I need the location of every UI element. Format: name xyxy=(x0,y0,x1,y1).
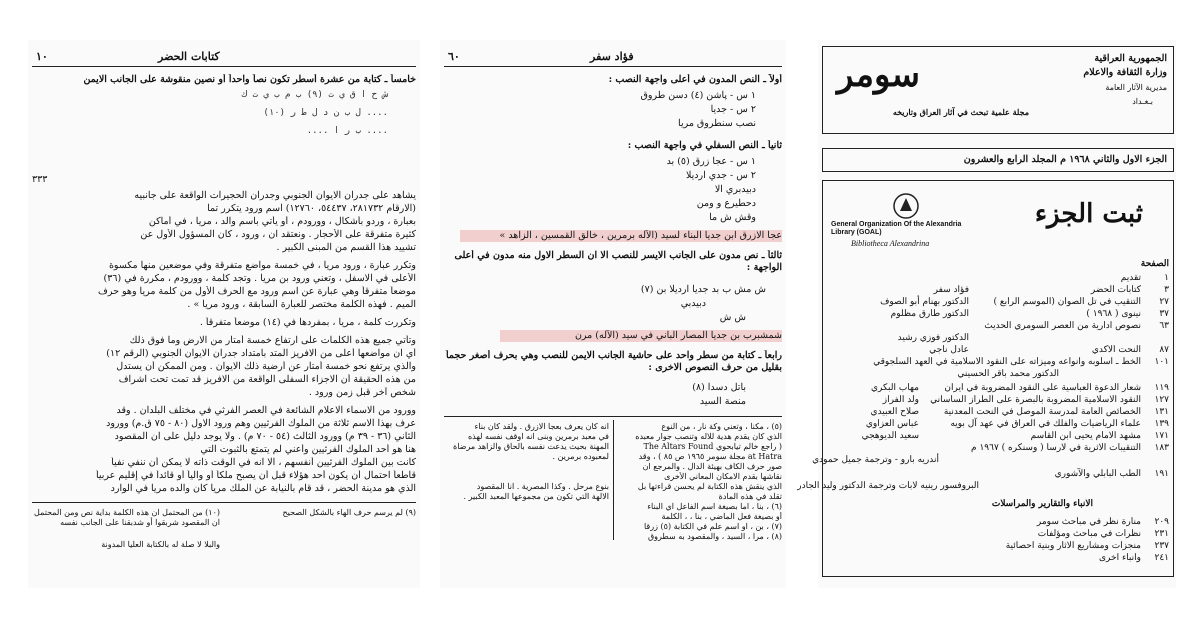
toc-title: الخصائص العامة لمدرسة الموصل في النحت المعدنية xyxy=(943,407,1141,417)
footnote: المهنة بحيث يدعت نفسه بالحاق والزاهد مرضاة xyxy=(453,442,609,451)
body-line: وتأتي جميع هذه الكلمات على ارتفاع خمسة أمتار من الارض وما فوق ذلك xyxy=(129,335,416,346)
footnote: نقاشها بقدم الامكان المعاني الأخرى xyxy=(664,472,782,481)
footnote: الذي ينقش هذه الكتابة لم يحسن قراءتها بل xyxy=(637,482,782,491)
body-line: وورود من الاسماء الاعلام الشائعة في العصر الفرثي في مختلف البلدان . وقد xyxy=(116,405,416,416)
body-line: الثاني (٣٦ - ٣٩ م) وورود الثالث (٥٤ - ٧٠ م) . ولا يوجد دليل على ان المقصود xyxy=(114,431,416,442)
section-title: ثانياً ـ النص السفلي في واجهة النصب : xyxy=(627,140,782,151)
toc-title: نينوى ( ١٩٦٨ ) xyxy=(1086,309,1141,319)
body-line: شخص آخر قبل زمن ورود . xyxy=(308,387,416,398)
toc-title: مشهد الامام يحيى ابن القاسم xyxy=(1030,431,1141,441)
toc-page: ١ xyxy=(1164,273,1169,283)
inscription-line: منصة السيد xyxy=(699,396,746,407)
body-line: تشييد هذا القسم من المبنى الكبير . xyxy=(276,242,416,253)
footnote: (٩) لم يرسم حرف الهاء بالشكل الصحيح xyxy=(282,508,416,517)
volume-bar xyxy=(822,148,1174,172)
toc-page: ١٩١ xyxy=(1154,469,1169,479)
middle-footnote-rule xyxy=(444,416,782,417)
library-stamp-icon xyxy=(891,191,921,221)
section-title: رابعاً ـ كتابة من سطر واحد على حاشية الجانب الايمن للنصب وهي بحرف أصغر حجماً بقليل من حرف النصوص الاخرى : xyxy=(445,350,782,373)
left-running-title: كتابات الحضر xyxy=(158,50,220,63)
toc-page: ٣٧ xyxy=(1159,309,1169,319)
footnote: (٦) ، بنا ، اما بصيغة اسم الفاعل اي البناء xyxy=(647,502,782,511)
section-title: أولاً ـ النص المدون في أعلى واجهة النصب : xyxy=(608,74,782,85)
body-line: الأعلى في الاسفل ، وتعني ورود بن مريا . وتجد كلمة ، وورودم ، مكررة في (٣٦) xyxy=(103,273,416,284)
body-line: كانت بين الملوك الفرثيين أنفسهم ، الا انه في الوقت ذاته لا يمكن أن ننفي نفياً xyxy=(111,457,416,468)
inscription-line: وقش ش ما xyxy=(709,212,756,223)
highlighted-translation: عجا الازرق ابن جديا البناء لسيد (الآله برمرين ، خالق القمسين ، الزاهد » xyxy=(460,230,782,242)
toc-title: النحت الاكدي xyxy=(1091,345,1141,355)
right-page xyxy=(797,40,1176,588)
news-page: ٢٣٧ xyxy=(1154,541,1169,551)
highlighted-translation: شمشبرب بن جديا المصار الباني في سيد (الآله) مرن xyxy=(500,330,782,342)
middle-page xyxy=(440,40,786,588)
left-page xyxy=(28,40,420,588)
body-line: أي ان مواضعها أعلى من الافريز المتد بامتداد جدران الايوان الجنوبي (الرقم ١٢) xyxy=(106,348,416,359)
toc-page: ١٢٧ xyxy=(1154,395,1169,405)
body-line: يشاهد على جدران الايوان الجنوبي وجدران الحجيرات الواقعة على جانبيه xyxy=(134,190,416,201)
body-line: بعبارة ، وردو بأشكال ، وورودم ، أو يأتي باسم والد ، مريا ، في أماكن xyxy=(148,216,416,227)
middle-header-rule xyxy=(444,66,782,67)
body-line: كثيرة متفرقة على الأحجار . ونعتقد ان ، ورود ، كان المسؤول الأول عن xyxy=(140,229,416,240)
footnote: تقلد في هذه المادة xyxy=(718,492,782,501)
inscription-line: ش مش ب بد جديا ارديلا بن (٧) xyxy=(640,284,766,295)
toc-author: عادل ناجي xyxy=(929,345,969,355)
footnote-column-divider xyxy=(613,420,614,540)
news-page: ٢٤١ xyxy=(1154,553,1169,563)
toc-page: ٨٧ xyxy=(1159,345,1169,355)
footnote: الذي كان يقدم هدية للاله وتنصب جوار معبده xyxy=(635,432,782,441)
body-line: ٣٣٣ xyxy=(32,174,48,185)
toc-author: البروفسور رينيه لابات وترجمة الدكتور وليد الجادر xyxy=(797,481,979,491)
footnote: بنوع مرحل . وكذا المصرية . انا المقصود xyxy=(476,482,609,491)
footnote: لمعبوده برمرين . xyxy=(552,452,609,461)
toc-author: عباس العزاوي xyxy=(865,419,919,429)
news-page: ٢٠٩ xyxy=(1154,517,1169,527)
middle-running-title: فؤاد سفر xyxy=(590,50,634,63)
page-column-label: الصفحة xyxy=(1140,259,1169,269)
toc-author: فؤاد سفر xyxy=(933,285,969,295)
toc-author: الدكتور فوزي رشيد xyxy=(897,333,969,343)
toc-title: التنقيبات الاثرية في لارسا ( وسنكره ) ١٩٦٧ م xyxy=(971,443,1141,453)
toc-title: تقديم xyxy=(1120,273,1141,283)
inscription-line: ١ س - عجا زرق (٥) بد xyxy=(666,156,756,167)
toc-title: النقود الاسلامية المضروبة بالبصرة على الطراز الساساني xyxy=(930,395,1141,405)
inscription-line: دبيدبري الا xyxy=(714,184,756,195)
news-title: نظرات في مباحث ومؤلفات xyxy=(1037,529,1141,539)
library-stamp xyxy=(831,191,981,251)
toc-author: صلاح العبيدي xyxy=(870,407,919,417)
inscription-line: باتل دسدا (٨) xyxy=(692,382,746,393)
toc-author: سعيد الديوهجي xyxy=(861,431,919,441)
toc-page: ١٨٣ xyxy=(1154,443,1169,453)
volume-info: الجزء الاول والثاني ١٩٦٨ م المجلد الرابع والعشرون xyxy=(963,154,1167,165)
footnote: (١٠) من المحتمل ان هذه الكلمة بداية نص ومن المحتمل ان المقصود شربقوا أو شدبقنا على الجانب نفسه xyxy=(34,508,220,527)
toc-author: الدكتور طارق مظلوم xyxy=(890,309,969,319)
toc-title: نصوص ادارية من العصر السومري الحديث xyxy=(984,321,1141,331)
left-header-rule xyxy=(32,66,416,67)
toc-author: مهاب البكري xyxy=(871,383,919,393)
footnote: (٧) ، بن ، او اسم علم في الكتابة (٥) زرقا xyxy=(643,522,782,531)
body-line: هنا هو أحد الملوك الفرثيين وأعني لم يتمتع بالثبوت التي xyxy=(200,444,416,455)
toc-title: الطب البابلي والآشوري xyxy=(1054,469,1141,479)
footnote: والبلا لا صلة له بالكتابة العليا المدونة xyxy=(101,540,220,549)
footnote: انه كان يعرف بعجا الازرق . ولقد كان بناء xyxy=(474,422,609,431)
masthead xyxy=(822,46,1174,134)
news-title: منجزات ومشاريع الاثار وبنية احصائية xyxy=(1005,541,1141,551)
body-line: الذي هو مدينة الحضر ، قد قام بالنيابة عن الملك مريا كان والده مريا في الوارد xyxy=(110,483,416,494)
inscription-line: ١ س - پاشن (٤) دسن طروق xyxy=(640,90,756,101)
section-title: ثالثاً ـ نص مدون على الجانب الايسر للنصب الا ان السطر الاول منه مدون في أعلى الواجهة : xyxy=(454,250,782,273)
news-page: ٢٣١ xyxy=(1154,529,1169,539)
toc-author: أندريه بارو - وترجمة جميل حمودي xyxy=(812,455,939,465)
toc-author: ولد الفراز xyxy=(882,395,919,405)
body-line: الميم . فهذه الكلمة مختصر للعبارة السابقة ، ورود مريا » . xyxy=(187,299,416,310)
issuer-line: وزارة الثقافة والاعلام xyxy=(1083,67,1167,78)
body-line: خامساً ـ كتابة من عشرة أسطر تكون نصاً واحداً أو نصين منقوشة على الجانب الايمن xyxy=(83,74,416,85)
body-line: (الارقام ٢٨١٧٣٢، ٥٤٤٣٧، ١٢٧٦٠) اسم ورود يتكرر تما xyxy=(207,203,416,214)
stamp-line-2: Bibliotheca Alexandrina xyxy=(851,239,930,248)
footnote: (٨) ، مرا ، السيد ، والمقصود به سطروق xyxy=(647,532,782,541)
left-footnote-rule xyxy=(32,502,416,503)
toc-page: ١٣١ xyxy=(1154,407,1169,417)
news-title: وانباء اخرى xyxy=(1099,553,1141,563)
footnote: (٥) ، مكنا ، وتعني وكة نار ، من النوع xyxy=(661,422,782,431)
toc-author: الدكتور محمد باقر الحسيني xyxy=(957,369,1059,379)
body-line: والذي يرتفع نحو خمسة أمتار عن أرضية ذلك الايوان . ومن الممكن أن يستدل xyxy=(116,361,416,372)
body-line: وتكرر عبارة ، ورود مريا ، في خمسة مواضع متفرقة وفي موضعين منها مكسوة xyxy=(108,260,416,271)
inscription-line: نصب سنطروق مريا xyxy=(678,118,756,129)
footnote: في معبد برمرين وبنى انه اوقف نفسه لهذه xyxy=(467,432,609,441)
issuer-line: مديرية الآثار العامة xyxy=(1105,83,1167,92)
inscription-line: ٢ س - جدي ارديلا xyxy=(685,170,756,181)
toc-title: الخط ـ اسلوبه وانواعه وميزاته على النقود الاسلامية في العهد السلجوقي xyxy=(873,357,1141,367)
news-title: منارة نظر في مباحث سومر xyxy=(1036,517,1141,527)
footnote: ( راجع خالم تيابحوي The Altars Found xyxy=(643,442,782,451)
toc-page: ٢٧ xyxy=(1159,297,1169,307)
inscription-line: دبيدبي xyxy=(680,298,706,309)
toc-page: ١٣٩ xyxy=(1154,419,1169,429)
body-line: وتكررت كلمة ، مريا ، بمفردها في (١٤) موضعاً متفرقاً . xyxy=(199,317,416,328)
inscription-transliteration: ش ح ا ق ي ت (٩) ب م ب ي ت ك ل ب ن د ل ط ر (١٠) .... .... ب ر ا .... xyxy=(241,90,388,136)
masthead-subtitle: مجلة علمية تبحث في آثار العراق وتاريخه xyxy=(892,107,1029,117)
contents-title: ثبت الجزء xyxy=(1034,199,1143,229)
footnote: الالهة التي تكون من مجموعها المعبد الكبير . xyxy=(463,492,609,501)
toc-page: ١٧١ xyxy=(1154,431,1169,441)
toc-page: ٦٣ xyxy=(1159,321,1169,331)
toc-author: الدكتور بهنام أبو الصوف xyxy=(880,297,969,307)
toc-title: شعار الدعوة العباسية على النقود المضروبة في ايران xyxy=(944,383,1141,393)
body-line: قاطعاً احتمال أن يكون أحد هؤلاء قبل أن يصبح ملكاً أو والياً أو قائداً في إقليم عربياً xyxy=(96,470,416,481)
body-line: عرف بهذا الاسم ثلاثة من الملوك الفرثيين وهم ورود الاول (٨٠ - ٧٥ ق.م) وورود xyxy=(106,418,416,429)
stamp-line-1: General Organization Of the Alexandria Library (GOAL) xyxy=(831,221,962,236)
footnote: أو بصيغة فعل الماضي ، بنا ، ، الكلمة xyxy=(661,512,782,521)
masthead-logo: سومر xyxy=(837,55,921,95)
left-page-number: ١٠ xyxy=(36,50,48,63)
toc-page: ١١٩ xyxy=(1154,383,1169,393)
middle-page-number: ٦٠ xyxy=(448,50,460,63)
toc-page: ١٠١ xyxy=(1154,357,1169,367)
toc-title: علماء الرياضيات والفلك في العراق في عهد آل بويه xyxy=(950,419,1141,429)
contents-box xyxy=(797,180,1174,577)
issuer-line: الجمهورية العراقية xyxy=(1094,53,1167,64)
inscription-line: ش ش xyxy=(719,312,746,323)
toc-title: التنقيب في تل الصوان (الموسم الرابع ) xyxy=(993,297,1141,307)
inscription-line: دحطيرع و ومن xyxy=(696,198,756,209)
toc-page: ٣ xyxy=(1164,285,1169,295)
footnote: صور حرف الكاف بهيئة الدال . والمرجع ان xyxy=(642,462,782,471)
body-line: من هذه الحقيقة أن الاجزاء السفلى الواقعة من الافريز قد تمت تحت اشراف xyxy=(118,374,416,385)
issuer-line: بـغـداد xyxy=(1132,97,1153,106)
inscription-line: ٢ س - جديا xyxy=(710,104,756,115)
footnote: at Hatra مجلة سومر ١٩٦٥ ص ٨٥ ) ، وقد xyxy=(638,452,782,461)
body-line: موضعاً متفرقاً وهي عبارة عن اسم ورود مع الحرف الأول من كلمة مريا وهو حرف xyxy=(98,286,416,297)
toc-title: كتابات الحضر xyxy=(1090,285,1141,295)
news-section-title: الانباء والتقارير والمراسلات xyxy=(991,499,1093,509)
